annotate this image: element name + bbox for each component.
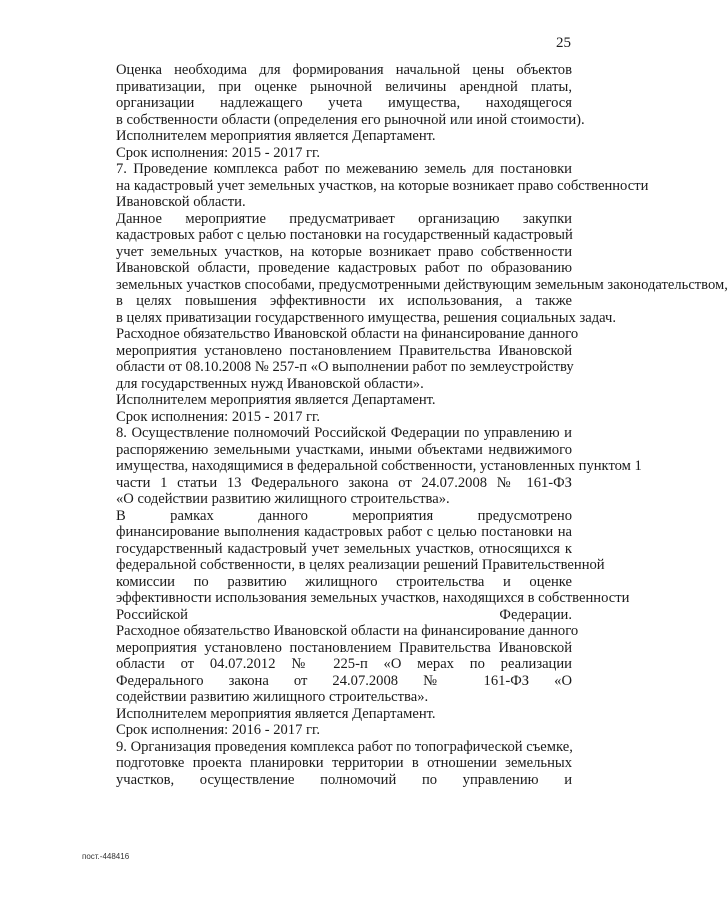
text-line: области от 04.07.2012 № 225-п «О мерах по реализации <box>116 656 572 672</box>
text-line: части 1 статьи 13 Федерального закона от 24.07.2008 № 161-ФЗ <box>116 474 572 491</box>
text-line: эффективности использования земельных участков, находящихся в собственности <box>116 590 630 606</box>
text-line: имущества, находящимися в федеральной собственности, установленных пунктом 1 <box>116 458 642 474</box>
text-line: Исполнителем мероприятия является Департамент. <box>116 392 436 408</box>
paragraph <box>82 128 572 145</box>
text-line: финансирование выполнения кадастровых работ с целью постановки на <box>116 524 572 540</box>
text-line: комиссии по развитию жилищного строительства и оценке <box>116 573 572 590</box>
text-line: содействии развитию жилищного строительства». <box>116 689 429 705</box>
text-line: государственный кадастровый учет земельных участков, относящихся к <box>116 540 572 557</box>
text-line: «О содействии развитию жилищного строительства». <box>116 491 450 507</box>
text-line: распоряжению земельными участками, иными объектами недвижимого <box>116 441 572 458</box>
text-line: Ивановской области. <box>116 194 246 210</box>
text-line: Данное мероприятие предусматривает организацию закупки <box>116 210 572 227</box>
paragraph <box>82 623 579 706</box>
text-line: кадастровых работ с целью постановки на государственный кадастровый <box>116 227 573 243</box>
text-line: В рамках данного мероприятия предусмотрено <box>116 507 572 524</box>
text-line: приватизации, при оценке рыночной величины арендной платы, <box>116 78 572 95</box>
paragraph <box>82 210 728 327</box>
text-line: участков, осуществление полномочий по управлению и <box>116 771 572 788</box>
paragraph <box>82 507 630 624</box>
text-line: Ивановской области, проведение кадастровых работ по образованию <box>116 260 572 276</box>
paragraph <box>82 722 572 739</box>
paragraph <box>82 706 572 723</box>
text-line: федеральной собственности, в целях реализации решений Правительственной <box>116 557 605 573</box>
paragraph <box>82 392 572 409</box>
text-line: земельных участков способами, предусмотренными действующим земельным законодательством, <box>116 276 728 293</box>
text-line: 7. Проведение комплекса работ по межеванию земель для постановки <box>116 161 572 177</box>
text-line: 8. Осуществление полномочий Российской Федерации по управлению и <box>116 425 572 441</box>
text-line: на кадастровый учет земельных участков, на которые возникает право собственности <box>116 177 649 194</box>
paragraph <box>82 145 572 162</box>
text-line: в собственности области (определения его рыночной или иной стоимости). <box>116 111 585 128</box>
page-number: 25 <box>556 35 571 51</box>
paragraph <box>82 425 642 508</box>
text-line: подготовке проекта планировки территории в отношении земельных <box>116 755 572 771</box>
text-line: в целях повышения эффективности их использования, а также <box>116 293 572 309</box>
text-line: в целях приватизации государственного имущества, решения социальных задач. <box>116 309 617 326</box>
text-line: Срок исполнения: 2015 - 2017 гг. <box>116 144 321 161</box>
text-line: 9. Организация проведения комплекса работ по топографической съемке, <box>116 738 573 755</box>
text-line: Российской Федерации. <box>116 606 572 623</box>
text-line: Оценка необходима для формирования начальной цены объектов <box>116 62 572 78</box>
text-line: мероприятия установлено постановлением Правительства Ивановской <box>116 342 572 359</box>
document-code-footer: пост.-448416 <box>82 852 130 861</box>
text-line: области от 08.10.2008 № 257-п «О выполнении работ по землеустройству <box>116 359 574 375</box>
text-line: Расходное обязательство Ивановской области на финансирование данного <box>116 326 579 342</box>
text-line: Исполнителем мероприятия является Департамент. <box>116 128 436 144</box>
text-line: для государственных нужд Ивановской области». <box>116 375 424 392</box>
text-line: учет земельных участков, на которые возникает право собственности <box>116 243 572 260</box>
text-line: организации надлежащего учета имущества, находящегося <box>116 95 572 111</box>
document-body <box>82 62 728 788</box>
paragraph <box>82 62 585 128</box>
text-line: Срок исполнения: 2015 - 2017 гг. <box>116 408 321 425</box>
text-line: Срок исполнения: 2016 - 2017 гг. <box>116 722 321 738</box>
paragraph <box>82 739 572 789</box>
paragraph <box>82 326 579 392</box>
paragraph <box>82 161 649 211</box>
paragraph <box>82 409 572 426</box>
text-line: мероприятия установлено постановлением Правительства Ивановской <box>116 639 572 656</box>
text-line: Расходное обязательство Ивановской области на финансирование данного <box>116 623 579 639</box>
text-line: Федерального закона от 24.07.2008 № 161-ФЗ «О <box>116 672 572 689</box>
text-line: Исполнителем мероприятия является Департамент. <box>116 705 436 722</box>
